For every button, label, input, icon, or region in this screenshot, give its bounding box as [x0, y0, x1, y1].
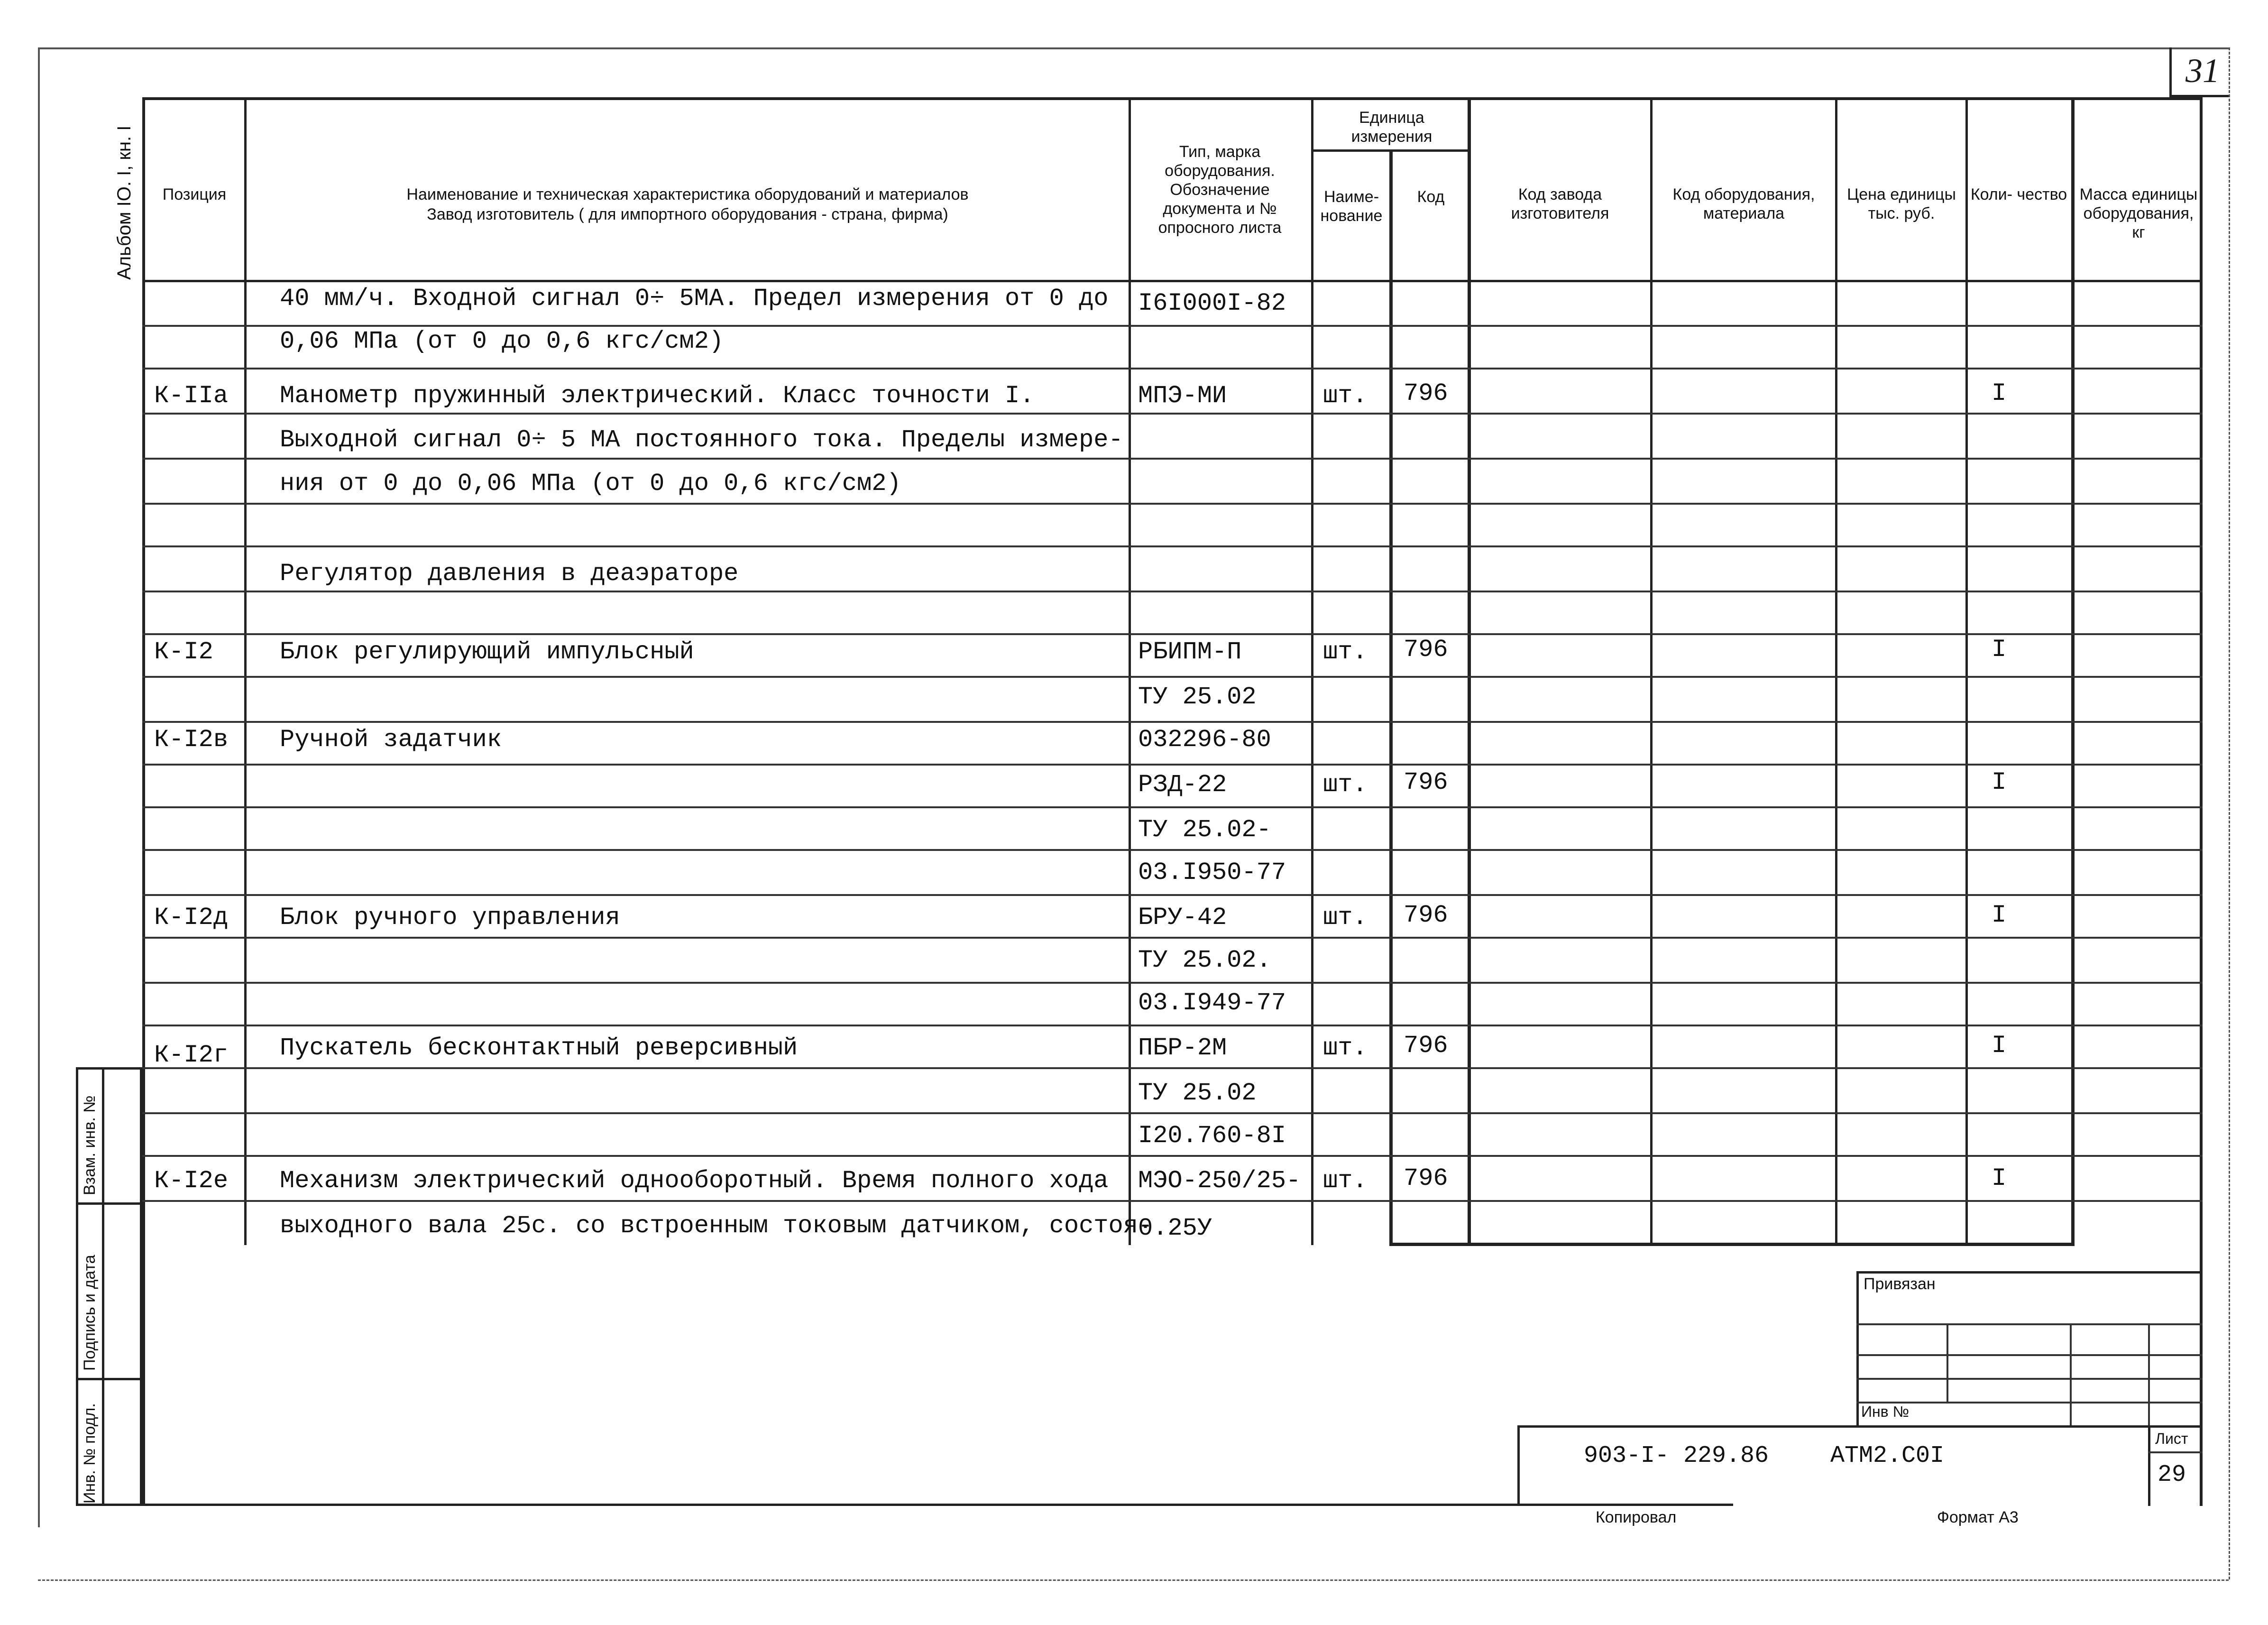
- frame-bottom-dashed: [38, 1579, 2229, 1581]
- row-separator: [142, 413, 2203, 415]
- col-line-price: [1965, 97, 1968, 1245]
- side-inv-orig: Взам. инв. №: [81, 1095, 99, 1195]
- header-unit-group: Единица измерения: [1351, 109, 1432, 146]
- col-line-qty: [2071, 97, 2075, 1245]
- col-line-name: [1129, 97, 1131, 1245]
- row-14-name: Блок ручного управления: [280, 904, 620, 932]
- row-11-qty: I: [1992, 768, 2007, 796]
- table-bottom-line: [142, 1504, 1733, 1506]
- side-sign-date: Подпись и дата: [81, 1255, 99, 1371]
- album-label: Альбом IO. I, кн. I: [114, 125, 135, 280]
- doc-code: АТМ2.С0I: [1830, 1442, 1945, 1469]
- row-20-name: Механизм электрический однооборотный. Время полного хода: [280, 1167, 1109, 1195]
- header-unit-name: Наиме- нование: [1320, 188, 1383, 225]
- header-quantity: Коли- чество: [1970, 185, 2067, 203]
- row-17-pos: К-I2г: [154, 1041, 229, 1069]
- header-name-line1: Наименование и техническая характеристика оборудований и материалов: [406, 185, 969, 203]
- privyazan-col1: [1947, 1323, 1948, 1402]
- side-inv-podl: Инв. № подл.: [81, 1403, 99, 1504]
- row-separator: [142, 937, 2203, 939]
- row-14-type: БРУ-42: [1138, 904, 1227, 932]
- row-17-type: ПБР-2М: [1138, 1034, 1227, 1062]
- row-14-qty: I: [1992, 901, 2007, 929]
- row-8-name: Блок регулирующий импульсный: [280, 638, 694, 666]
- bold-box-bottom: [1389, 1243, 2075, 1246]
- row-19-type: I20.760-8I: [1138, 1122, 1286, 1150]
- row-separator: [142, 806, 2203, 808]
- row-8-qty: I: [1992, 636, 2007, 664]
- sheet-col-line: [2148, 1425, 2150, 1506]
- row-11-code: 796: [1404, 768, 1448, 796]
- row-6-name: Регулятор давления в деаэраторе: [280, 560, 739, 588]
- header-price: Цена единицы тыс. руб.: [1847, 185, 1956, 222]
- row-0-type: I6I000I-82: [1138, 289, 1286, 317]
- row-separator: [142, 764, 2203, 766]
- row-17-name: Пускатель бесконтактный реверсивный: [280, 1034, 798, 1062]
- unit-group-divider: [1311, 149, 1468, 152]
- privyazan-label: Привязан: [1864, 1275, 1936, 1293]
- col-line-unitname: [1389, 149, 1393, 1245]
- row-21-type: 0.25У: [1138, 1214, 1212, 1242]
- row-2-pos: К-IIа: [154, 382, 229, 410]
- frame-right-dashed: [2229, 47, 2230, 1579]
- row-separator: [142, 458, 2203, 460]
- header-name-line2: Завод изготовитель ( для импортного оборудования - страна, фирма): [427, 205, 948, 223]
- row-10-type: 032296-80: [1138, 726, 1271, 754]
- doc-number: 903-I- 229.86: [1584, 1442, 1769, 1469]
- row-separator: [142, 368, 2203, 369]
- col-line-plant: [1650, 97, 1653, 1245]
- privyazan-line2: [1856, 1354, 2203, 1356]
- header-unit-code: Код: [1417, 188, 1445, 206]
- row-separator: [142, 1112, 2203, 1114]
- row-20-pos: К-I2е: [154, 1167, 229, 1195]
- row-separator: [142, 982, 2203, 984]
- row-separator: [142, 721, 2203, 723]
- row-4-name: ния от 0 до 0,06 МПа (от 0 до 0,6 кгс/см2): [280, 470, 901, 498]
- col-line-code: [1468, 97, 1471, 1245]
- row-14-code: 796: [1404, 901, 1448, 929]
- row-11-unit: шт.: [1323, 771, 1368, 799]
- row-2-code: 796: [1404, 379, 1448, 407]
- row-separator: [142, 545, 2203, 547]
- row-2-unit: шт.: [1323, 382, 1368, 410]
- header-mass: Масса единицы оборудования, кг: [2079, 185, 2198, 241]
- header-position: Позиция: [162, 185, 227, 203]
- row-separator: [142, 1025, 2203, 1026]
- privyazan-line1: [1856, 1323, 2203, 1325]
- row-separator: [142, 1067, 2203, 1069]
- row-separator: [142, 325, 2203, 327]
- row-13-type: 03.I950-77: [1138, 859, 1286, 886]
- col-line-type: [1311, 97, 1313, 1245]
- row-1-name: 0,06 МПа (от 0 до 0,6 кгс/см2): [280, 327, 724, 355]
- frame-left-outer: [38, 47, 40, 1527]
- row-20-qty: I: [1992, 1164, 2007, 1192]
- row-16-type: 03.I949-77: [1138, 989, 1286, 1017]
- row-2-name: Манометр пружинный электрический. Класс точности I.: [280, 382, 1035, 410]
- sheet-label-line: [2148, 1451, 2203, 1453]
- row-17-qty: I: [1992, 1032, 2007, 1060]
- row-2-qty: I: [1992, 379, 2007, 407]
- side-stamp-div2: [76, 1378, 142, 1380]
- row-separator: [142, 894, 2203, 896]
- row-10-name: Ручной задатчик: [280, 726, 502, 754]
- row-separator: [142, 849, 2203, 851]
- row-8-unit: шт.: [1323, 638, 1368, 666]
- row-14-unit: шт.: [1323, 904, 1368, 932]
- corner-number: 31: [2185, 52, 2220, 90]
- row-separator: [142, 503, 2203, 505]
- row-17-code: 796: [1404, 1032, 1448, 1060]
- row-8-pos: К-I2: [154, 638, 213, 666]
- header-type-mark: Тип, марка оборудования. Обозначение документа и № опросного листа: [1158, 143, 1282, 237]
- row-10-pos: К-I2в: [154, 726, 229, 754]
- side-stamp-inner-line: [102, 1067, 104, 1506]
- header-plant-code: Код завода изготовителя: [1511, 185, 1609, 222]
- col-line-pos: [244, 97, 247, 1245]
- inv-no-label: Инв №: [1861, 1403, 1909, 1420]
- sheet-number: 29: [2158, 1461, 2186, 1488]
- row-separator: [142, 676, 2203, 678]
- row-17-unit: шт.: [1323, 1034, 1368, 1062]
- row-20-code: 796: [1404, 1164, 1448, 1192]
- row-12-type: ТУ 25.02-: [1138, 816, 1271, 844]
- col-line-equip: [1835, 97, 1837, 1245]
- footer-copied: Копировал: [1596, 1508, 1677, 1526]
- row-11-type: РЗД-22: [1138, 771, 1227, 799]
- header-equipment-code: Код оборудования, материала: [1672, 185, 1815, 222]
- row-20-type: МЭО-250/25-: [1138, 1167, 1301, 1195]
- row-14-pos: К-I2д: [154, 904, 229, 932]
- row-8-type: РБИПМ-П: [1138, 638, 1242, 666]
- header-bottom: [142, 280, 2203, 282]
- row-separator: [142, 591, 2203, 592]
- row-separator: [142, 633, 2203, 635]
- row-2-type: МПЭ-МИ: [1138, 382, 1227, 410]
- row-0-name: 40 мм/ч. Входной сигнал 0÷ 5МА. Предел измерения от 0 до: [280, 285, 1109, 313]
- row-15-type: ТУ 25.02.: [1138, 946, 1271, 974]
- frame-top: [38, 47, 2229, 49]
- row-separator: [142, 1200, 2203, 1202]
- row-21-name: выходного вала 25с. со встроенным токовым датчиком, состоя-: [280, 1212, 1153, 1240]
- row-3-name: Выходной сигнал 0÷ 5 МА постоянного тока. Пределы измере-: [280, 426, 1123, 454]
- row-8-code: 796: [1404, 636, 1448, 664]
- row-9-type: ТУ 25.02: [1138, 683, 1257, 711]
- side-stamp-div1: [76, 1202, 142, 1205]
- footer-format: Формат А3: [1937, 1508, 2019, 1526]
- privyazan-col3: [2148, 1323, 2150, 1425]
- row-20-unit: шт.: [1323, 1167, 1368, 1195]
- privyazan-col2: [2070, 1323, 2072, 1425]
- row-18-type: ТУ 25.02: [1138, 1079, 1257, 1107]
- sheet-label: Лист: [2155, 1430, 2188, 1447]
- privyazan-line3: [1856, 1378, 2203, 1380]
- row-separator: [142, 1155, 2203, 1157]
